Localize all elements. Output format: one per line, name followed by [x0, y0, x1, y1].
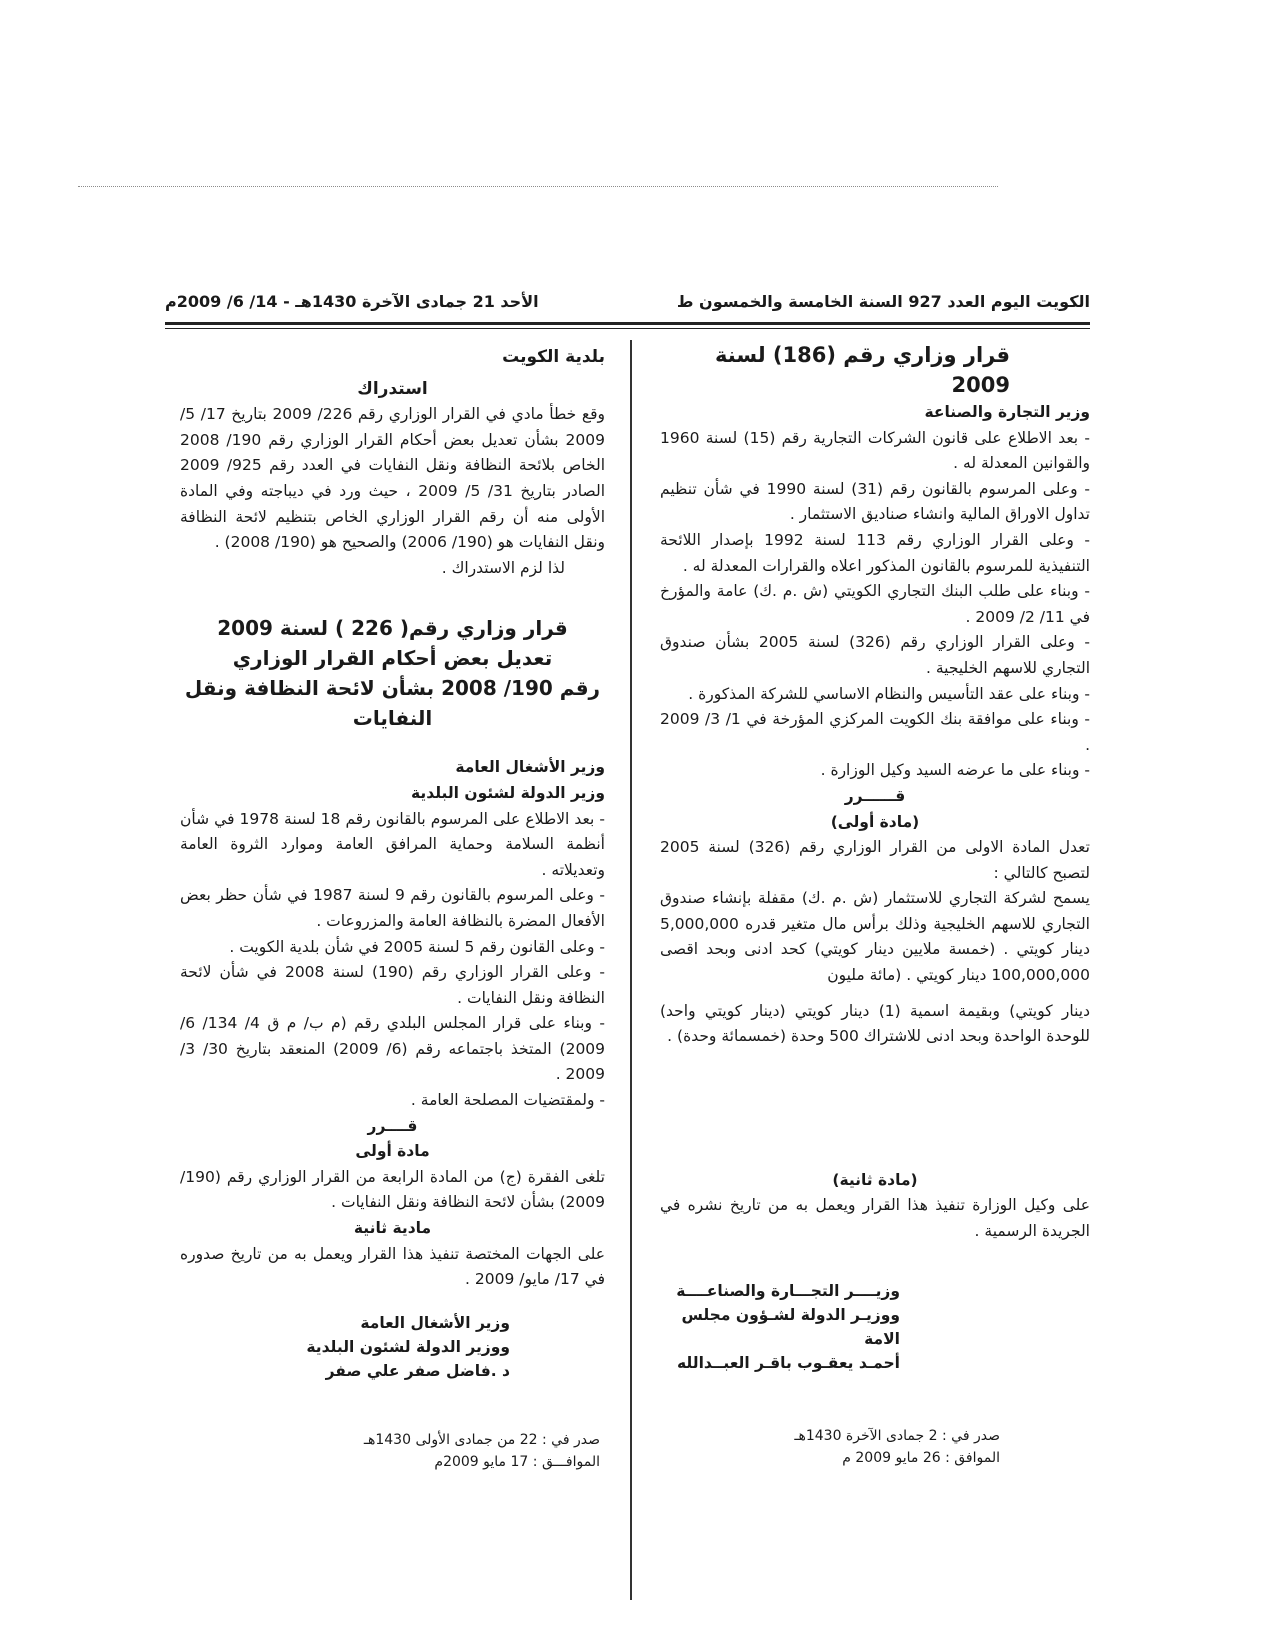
- issue-date-line: الموافـــق : 17 مايو 2009م: [434, 1453, 600, 1470]
- decree-186-signature: [660, 1279, 1090, 1375]
- correction-heading: استدراك: [357, 378, 428, 399]
- signature-line: ووزيـر الدولة لشـؤون مجلس الامة: [681, 1305, 900, 1348]
- correction-closing: لذا لزم الاستدراك .: [441, 558, 565, 577]
- header-date: الأحد 21 جمادى الآخرة 1430هـ - 14/ 6/ 2009م: [165, 292, 539, 311]
- signature-line: د .فاضل صفر علي صفر: [325, 1361, 510, 1380]
- issue-date-line: الموافق : 26 مايو 2009 م: [842, 1449, 1000, 1466]
- preamble-item: - بعد الاطلاع على المرسوم بالقانون رقم 18 لسنة 1978 في شأن أنظمة السلامة وحماية المرافق العامة وموارد الثروة العامة وتعديلاته .: [180, 809, 605, 879]
- preamble-item: - وعلى المرسوم بالقانون رقم 9 لسنة 1987 في شأن حظر بعض الأفعال المضرة بالنظافة العامة والمزروعات .: [180, 886, 605, 930]
- decree-186-issuer: وزير التجارة والصناعة: [924, 403, 1090, 421]
- header-rule-thick: [165, 322, 1090, 325]
- signature-line: أحمـد يعقـوب باقـر العبــدالله: [677, 1353, 900, 1372]
- signature-line: ووزير الدولة لشئون البلدية: [306, 1337, 510, 1356]
- header-rule-thin: [165, 328, 1090, 329]
- header-issue-info: الكويت اليوم العدد 927 السنة الخامسة والخمسون ط: [676, 292, 1090, 311]
- article1-intro: تعدل المادة الاولى من القرار الوزاري رقم (326) لسنة 2005 لتصبح كالتالي :: [660, 838, 1090, 882]
- left-column: [180, 345, 605, 1473]
- preamble-item: - وعلى القرار الوزاري رقم (326) لسنة 2005 بشأن صندوق التجاري للاسهم الخليجية .: [660, 633, 1090, 677]
- preamble-item: - وبناء على طلب البنك التجاري الكويتي (ش .م .ك) عامة والمؤرخ في 11/ 2/ 2009 .: [660, 582, 1090, 626]
- article2-heading: مادية ثانية: [353, 1219, 432, 1238]
- preamble-item: - وعلى القرار الوزاري رقم (190) لسنة 2008 في شأن لائحة النظافة ونقل النفايات .: [180, 963, 605, 1007]
- decree-186-title: قرار وزاري رقم (186) لسنة 2009: [715, 343, 1010, 397]
- issue-date-line: صدر في : 22 من جمادى الأولى 1430هـ: [363, 1431, 600, 1448]
- decided-heading: قــــــرر: [844, 786, 906, 805]
- page-header: [165, 292, 1090, 318]
- signature-line: وزيــــر التجـــارة والصناعــــة: [676, 1281, 900, 1300]
- scan-artifact-line: [78, 186, 998, 187]
- preamble-item: - وعلى المرسوم بالقانون رقم (31) لسنة 1990 في شأن تنظيم تداول الاوراق المالية وانشاء صناديق الاستثمار .: [660, 479, 1090, 524]
- article1-text: تلغى الفقرة (ج) من المادة الرابعة من القرار الوزاري رقم (190/ 2009) بشأن لائحة النظافة ونقل النفايات .: [180, 1167, 605, 1212]
- article2-text: على الجهات المختصة تنفيذ هذا القرار ويعمل به من تاريخ صدوره في 17/ مايو/ 2009 .: [180, 1244, 605, 1289]
- article1-heading: (مادة أولى): [830, 812, 920, 831]
- decree-226-issue-date: [180, 1429, 605, 1473]
- signature-line: وزير الأشغال العامة: [360, 1313, 510, 1332]
- preamble-item: - وبناء على موافقة بنك الكويت المركزي المؤرخة في 1/ 3/ 2009 .: [660, 710, 1090, 754]
- decree-226-subtitle: تعديل بعض أحكام القرار الوزاري: [232, 646, 553, 671]
- article2-text: على وكيل الوزارة تنفيذ هذا القرار ويعمل به من تاريخ نشره في الجريدة الرسمية .: [660, 1196, 1090, 1241]
- preamble-item: - وعلى القانون رقم 5 لسنة 2005 في شأن بلدية الكويت .: [229, 937, 605, 956]
- article1-body-continued: دينار كويتي) وبقيمة اسمية (1) دينار كويتي (دينار كويتي واحد) للوحدة الواحدة وبحد ادنى للاشتراك 500 وحدة (خمسمائة وحدة) .: [660, 1001, 1090, 1046]
- preamble-item: - وبناء على ما عرضه السيد وكيل الوزارة .: [820, 761, 1090, 780]
- right-column: [660, 340, 1090, 1469]
- decree-226-subtitle: رقم 190/ 2008 بشأن لائحة النظافة ونقل النفايات: [184, 676, 601, 731]
- decree-186-issue-date: [660, 1425, 1090, 1469]
- decree-226-signature: [180, 1311, 605, 1383]
- article1-body: يسمح لشركة التجاري للاستثمار (ش .م .ك) مقفلة بإنشاء صندوق التجاري للاسهم الخليجية وذلك برأس مال متغير قدره 5,000,000 دينار كويتي . (خمسة ملايين دينار كويتي) كحد ادنى وبحد اقصى 100,000,000 دينار كويتي . (مائة مليون: [660, 889, 1090, 985]
- preamble-item: - ولمقتضيات المصلحة العامة .: [410, 1091, 605, 1110]
- decree-226-issuer: وزير الأشغال العامة: [455, 758, 605, 777]
- article2-heading: (مادة ثانية): [832, 1170, 918, 1189]
- article1-heading: مادة أولى: [355, 1142, 430, 1161]
- correction-text: وقع خطأ مادي في القرار الوزاري رقم 226/ 2009 بتاريخ 17/ 5/ 2009 بشأن تعديل بعض أحكام القرار الوزاري رقم 190/ 2008 الخاص بلائحة النظافة ونقل النفايات في العدد رقم 925/ 2009 الصادر بتاريخ 31/ 5/ 2009 ، حيث ورد في ديباجته وفي المادة الأولى منه أن رقم القرار الوزاري الخاص بتنظيم لائحة النظافة ونقل النفايات هو (190/ 2006) والصحيح هو (190/ 2008) .: [180, 405, 606, 552]
- decided-heading: قــــرر: [367, 1116, 418, 1135]
- authority-name: بلدية الكويت: [502, 347, 605, 367]
- preamble-item: - بعد الاطلاع على قانون الشركات التجارية رقم (15) لسنة 1960 والقوانين المعدلة له .: [660, 428, 1090, 473]
- preamble-item: - وبناء على قرار المجلس البلدي رقم (م ب/ م ق 4/ 134/ 6/ 2009) المتخذ باجتماعه رقم (6/ 2009) المنعقد بتاريخ 30/ 3/ 2009 .: [180, 1014, 606, 1084]
- preamble-item: - وبناء على عقد التأسيس والنظام الاساسي للشركة المذكورة .: [688, 684, 1090, 703]
- issue-date-line: صدر في : 2 جمادى الآخرة 1430هـ: [794, 1427, 1000, 1444]
- decree-226-title: قرار وزاري رقم( 226 ) لسنة 2009: [217, 616, 568, 641]
- decree-226-issuer: وزير الدولة لشئون البلدية: [411, 783, 605, 802]
- column-divider: [630, 340, 632, 1600]
- preamble-item: - وعلى القرار الوزاري رقم 113 لسنة 1992 بإصدار اللائحة التنفيذية للمرسوم بالقانون المذكور اعلاه والقرارات المعدلة له .: [660, 530, 1090, 575]
